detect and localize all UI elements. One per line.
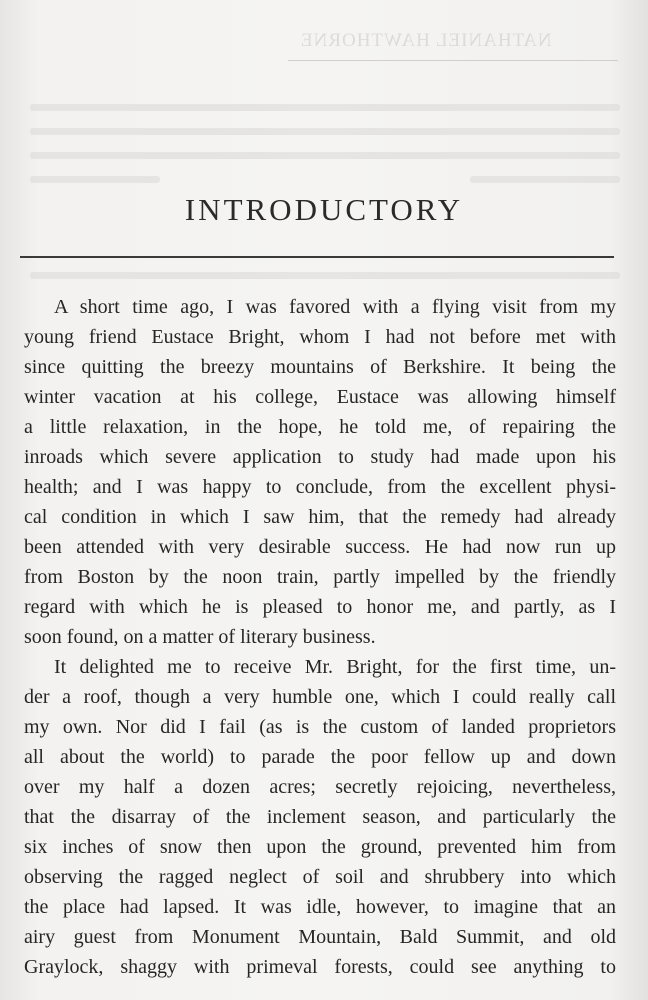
text-line: Graylock, shaggy with primeval forests, could see anything to bbox=[24, 956, 616, 978]
text-line: that the disarray of the inclement season, and particularly the bbox=[24, 806, 616, 828]
text-line: since quitting the breezy mountains of Berkshire. It being the bbox=[24, 356, 616, 378]
text-line: all about the world) to parade the poor fellow up and down bbox=[24, 746, 616, 768]
bleed-line bbox=[30, 152, 620, 159]
bleed-line bbox=[470, 176, 620, 183]
text-line: cal condition in which I saw him, that the remedy had already bbox=[24, 506, 616, 528]
text-line: It delighted me to receive Mr. Bright, for the first time, un- bbox=[54, 656, 616, 678]
text-line: from Boston by the noon train, partly impelled by the friendly bbox=[24, 566, 616, 588]
text-line: A short time ago, I was favored with a flying visit from my bbox=[54, 296, 616, 318]
bleed-header-rule bbox=[288, 60, 618, 61]
text-line: winter vacation at his college, Eustace was allowing himself bbox=[24, 386, 616, 408]
text-line: the place had lapsed. It was idle, however, to imagine that an bbox=[24, 896, 616, 918]
chapter-title: INTRODUCTORY bbox=[184, 192, 464, 227]
text-line: regard with which he is pleased to honor me, and partly, as I bbox=[24, 596, 616, 618]
text-line: inroads which severe application to study had made upon his bbox=[24, 446, 616, 468]
title-underline-rule bbox=[20, 256, 614, 258]
bleed-running-header: NATHANIEL HAWTHORNE bbox=[300, 30, 552, 51]
text-line: my own. Nor did I fail (as is the custom of landed proprietors bbox=[24, 716, 616, 738]
text-line: airy guest from Monument Mountain, Bald Summit, and old bbox=[24, 926, 616, 948]
bleed-line bbox=[30, 104, 620, 111]
text-line: over my half a dozen acres; secretly rejoicing, nevertheless, bbox=[24, 776, 616, 798]
text-line: health; and I was happy to conclude, from the excellent physi- bbox=[24, 476, 616, 498]
bleed-line bbox=[30, 176, 160, 183]
text-line: six inches of snow then upon the ground, prevented him from bbox=[24, 836, 616, 858]
text-line: young friend Eustace Bright, whom I had not before met with bbox=[24, 326, 616, 348]
bleed-line bbox=[30, 128, 620, 135]
text-line: been attended with very desirable success. He had now run up bbox=[24, 536, 616, 558]
text-line: soon found, on a matter of literary business. bbox=[24, 626, 376, 648]
text-line: a little relaxation, in the hope, he told me, of repairing the bbox=[24, 416, 616, 438]
text-line: observing the ragged neglect of soil and shrubbery into which bbox=[24, 866, 616, 888]
bleed-line bbox=[30, 272, 620, 279]
text-line: der a roof, though a very humble one, which I could really call bbox=[24, 686, 616, 708]
